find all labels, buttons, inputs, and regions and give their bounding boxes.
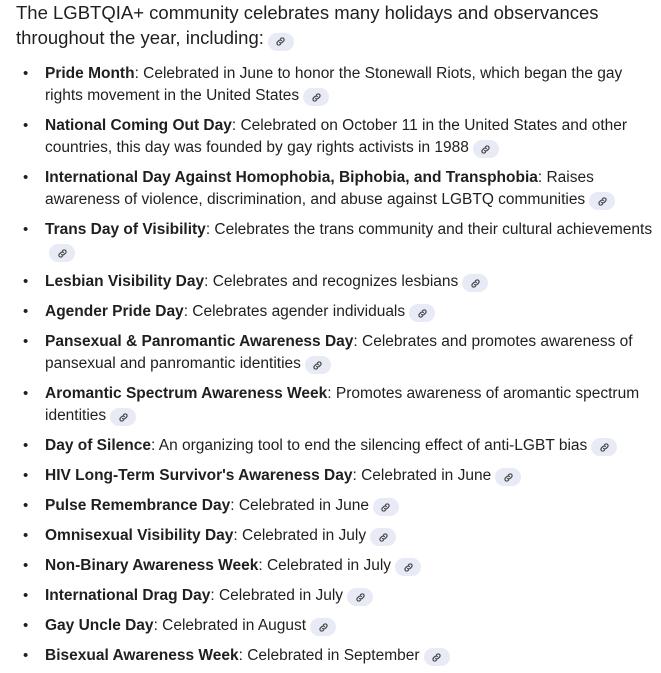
observance-description: : Celebrated in July (233, 526, 367, 544)
observance-description: : Celebrated in June to honor the Stonewall Riots, which began the gay rights movement in the United States (45, 64, 623, 104)
observance-title: Gay Uncle Day (45, 616, 154, 634)
link-icon (57, 248, 68, 259)
link-icon (118, 412, 129, 423)
bullet-icon: • (23, 384, 29, 402)
observance-title: HIV Long-Term Survivor's Awareness Day (45, 466, 353, 484)
bullet-icon: • (23, 168, 29, 186)
observance-title: Agender Pride Day (45, 302, 184, 320)
list-item (16, 383, 656, 427)
source-link-chip[interactable] (589, 192, 615, 210)
list-item (16, 585, 656, 607)
source-link-chip[interactable] (305, 356, 331, 374)
bullet-icon: • (23, 496, 29, 514)
observance-description: : Promotes awareness of aromantic spectrum identities (45, 384, 640, 424)
list-item (16, 271, 656, 293)
link-icon (480, 144, 491, 155)
source-link-chip[interactable] (373, 498, 399, 516)
link-icon (599, 442, 610, 453)
list-item (16, 615, 656, 637)
bullet-icon: • (23, 116, 29, 134)
observance-description: : Celebrated in June (352, 466, 492, 484)
observance-title: International Drag Day (45, 586, 211, 604)
bullet-icon: • (23, 332, 29, 350)
bullet-icon: • (23, 220, 29, 238)
link-icon (312, 360, 323, 371)
list-item (16, 555, 656, 577)
link-icon (275, 36, 286, 47)
list-item (16, 167, 656, 211)
observance-description: : Raises awareness of violence, discrimination, and abuse against LGBTQ communities (45, 168, 594, 208)
link-icon (470, 278, 481, 289)
source-link-chip[interactable] (473, 140, 499, 158)
source-link-chip[interactable] (424, 648, 450, 666)
link-icon (503, 472, 514, 483)
link-icon (403, 562, 414, 573)
list-item (16, 435, 656, 457)
observance-description: : Celebrated on October 11 in the United States and other countries, this day was founded by gay rights activists in 1988 (45, 116, 628, 156)
observance-description: : Celebrates and recognizes lesbians (204, 272, 459, 290)
link-icon (417, 308, 428, 319)
source-link-chip[interactable] (49, 244, 75, 262)
observance-title: Non-Binary Awareness Week (45, 556, 259, 574)
observance-title: Pansexual & Panromantic Awareness Day (45, 332, 354, 350)
intro-text: The LGBTQIA+ community celebrates many holidays and observances throughout the year, including: (16, 2, 599, 48)
observance-title: Bisexual Awareness Week (45, 646, 239, 664)
observance-description: : Celebrates agender individuals (183, 302, 406, 320)
observance-list (16, 63, 656, 667)
bullet-icon: • (23, 646, 29, 664)
observance-title: Trans Day of Visibility (45, 220, 206, 238)
list-item (16, 331, 656, 375)
observance-description: : Celebrates the trans community and their cultural achievements (205, 220, 653, 238)
bullet-icon: • (23, 436, 29, 454)
observance-description: : An organizing tool to end the silencing effect of anti-LGBT bias (150, 436, 588, 454)
source-link-chip[interactable] (310, 618, 336, 636)
observance-title: Omnisexual Visibility Day (45, 526, 234, 544)
observance-title: Day of Silence (45, 436, 151, 454)
bullet-icon: • (23, 302, 29, 320)
list-item (16, 525, 656, 547)
observance-title: Lesbian Visibility Day (45, 272, 205, 290)
bullet-icon: • (23, 586, 29, 604)
observance-title: Pride Month (45, 64, 135, 82)
bullet-icon: • (23, 272, 29, 290)
bullet-icon: • (23, 526, 29, 544)
observance-description: : Celebrated in July (258, 556, 392, 574)
observance-title: Pulse Remembrance Day (45, 496, 231, 514)
source-link-chip[interactable] (409, 304, 435, 322)
source-link-chip[interactable] (591, 438, 617, 456)
link-icon (355, 592, 366, 603)
bullet-icon: • (23, 64, 29, 82)
list-item (16, 63, 656, 107)
observance-title: Aromantic Spectrum Awareness Week (45, 384, 328, 402)
link-icon (597, 196, 608, 207)
list-item (16, 645, 656, 667)
source-link-chip[interactable] (303, 88, 329, 106)
source-link-chip[interactable] (395, 558, 421, 576)
link-icon (311, 92, 322, 103)
bullet-icon: • (23, 616, 29, 634)
source-link-chip[interactable] (110, 408, 136, 426)
list-item (16, 115, 656, 159)
source-link-chip[interactable] (370, 528, 396, 546)
source-link-chip[interactable] (347, 588, 373, 606)
observance-title: National Coming Out Day (45, 116, 232, 134)
source-link-chip[interactable] (495, 468, 521, 486)
observance-title: International Day Against Homophobia, Biphobia, and Transphobia (45, 168, 538, 186)
observance-description: : Celebrated in June (230, 496, 369, 514)
link-icon (318, 622, 329, 633)
link-icon (431, 652, 442, 663)
source-link-chip[interactable] (268, 33, 294, 51)
observance-description: : Celebrates and promotes awareness of pansexual and panromantic identities (45, 332, 633, 372)
source-link-chip[interactable] (462, 274, 488, 292)
intro-paragraph (16, 0, 656, 51)
link-icon (378, 532, 389, 543)
observance-description: : Celebrated in August (153, 616, 307, 634)
list-item (16, 301, 656, 323)
list-item (16, 219, 656, 263)
link-icon (380, 502, 391, 513)
observance-description: : Celebrated in September (238, 646, 420, 664)
list-item (16, 495, 656, 517)
list-item (16, 465, 656, 487)
observance-description: : Celebrated in July (210, 586, 344, 604)
bullet-icon: • (23, 466, 29, 484)
bullet-icon: • (23, 556, 29, 574)
